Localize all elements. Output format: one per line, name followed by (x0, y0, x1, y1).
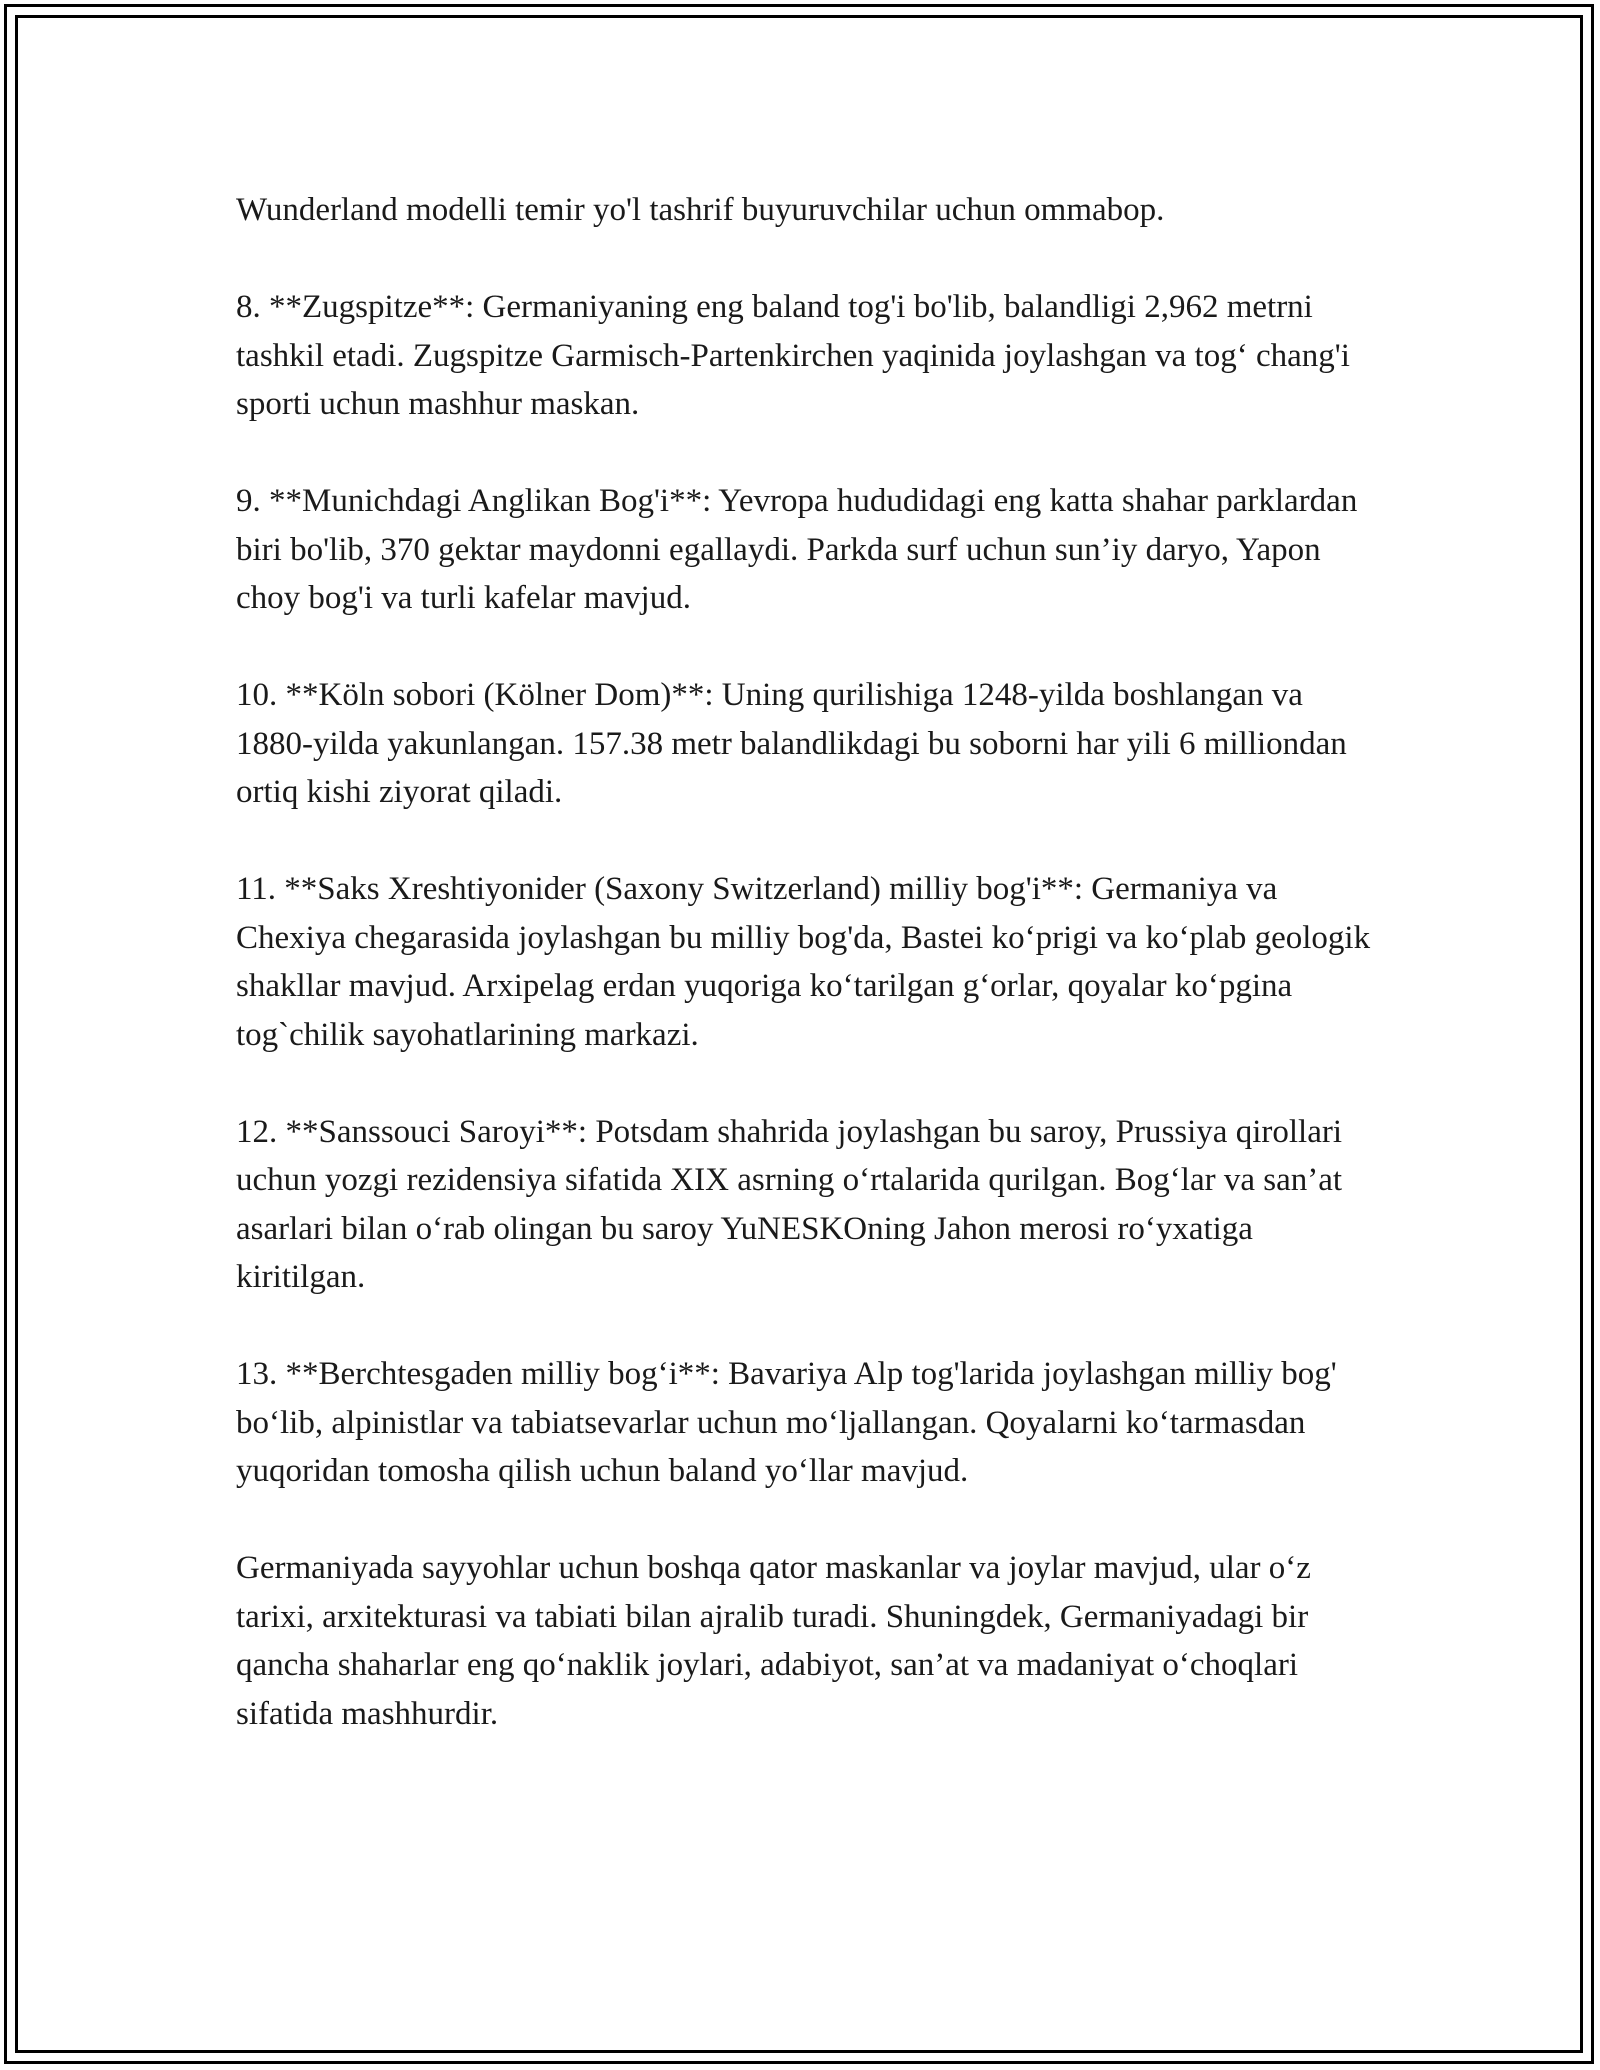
paragraph-sanssouci: 12. **Sanssouci Saroyi**: Potsdam shahrida joylashgan bu saroy, Prussiya qirollari uchun yozgi rezidensiya sifatida XIX asrning o‘rtalarida qurilgan. Bog‘lar va san’at asarlari bilan o‘rab olingan bu saroy YuNESKOning Jahon merosi ro‘yxatiga kiritilgan. (236, 1113, 1343, 1295)
paragraph-saxon-switzerland: 11. **Saks Xreshtiyonider (Saxony Switzerland) milliy bog'i**: Germaniya va Chexiya chegarasida joylashgan bu milliy bog'da, Bastei ko‘prigi va ko‘plab geologik shakllar mavjud. Arxipelag erdan yuqoriga ko‘tarilgan g‘orlar, qoyalar ko‘pgina tog`chilik sayohatlarining markazi. (236, 871, 1371, 1053)
paragraph-intro-continuation: Wunderland modelli temir yo'l tashrif buyuruvchilar uchun ommabop. (236, 192, 1165, 228)
paragraph-zugspitze: 8. **Zugspitze**: Germaniyaning eng baland tog'i bo'lib, balandligi 2,962 metrni tashkil etadi. Zugspitze Garmisch-Partenkirchen yaqinida joylashgan va tog‘ chang'i sporti uchun mashhur maskan. (236, 289, 1350, 422)
paragraph-english-garden: 9. **Munichdagi Anglikan Bog'i**: Yevropa hududidagi eng katta shahar parklardan biri bo'lib, 370 gektar maydonni egallaydi. Parkda surf uchun sun’iy daryo, Yapon choy bog'i va turli kafelar mavjud. (236, 483, 1358, 616)
paragraph-cologne-cathedral: 10. **Köln sobori (Kölner Dom)**: Uning qurilishiga 1248-yilda boshlangan va 1880-yilda yakunlangan. 157.38 metr balandlikdagi bu soborni har yili 6 milliondan ortiq kishi ziyorat qiladi. (236, 677, 1347, 810)
paragraph-conclusion: Germaniyada sayyohlar uchun boshqa qator maskanlar va joylar mavjud, ular o‘z tarixi, arxitekturasi va tabiati bilan ajralib turadi. Shuningdek, Germaniyadagi bir qancha shaharlar eng qo‘naklik joylari, adabiyot, san’at va madaniyat o‘choqlari sifatida mashhurdir. (236, 1550, 1311, 1732)
paragraph-berchtesgaden: 13. **Berchtesgaden milliy bog‘i**: Bavariya Alp tog'larida joylashgan milliy bog' bo‘lib, alpinistlar va tabiatsevarlar uchun mo‘ljallangan. Qoyalarni ko‘tarmasdan yuqoridan tomosha qilish uchun baland yo‘llar mavjud. (236, 1356, 1337, 1489)
document-body (236, 186, 1386, 1738)
